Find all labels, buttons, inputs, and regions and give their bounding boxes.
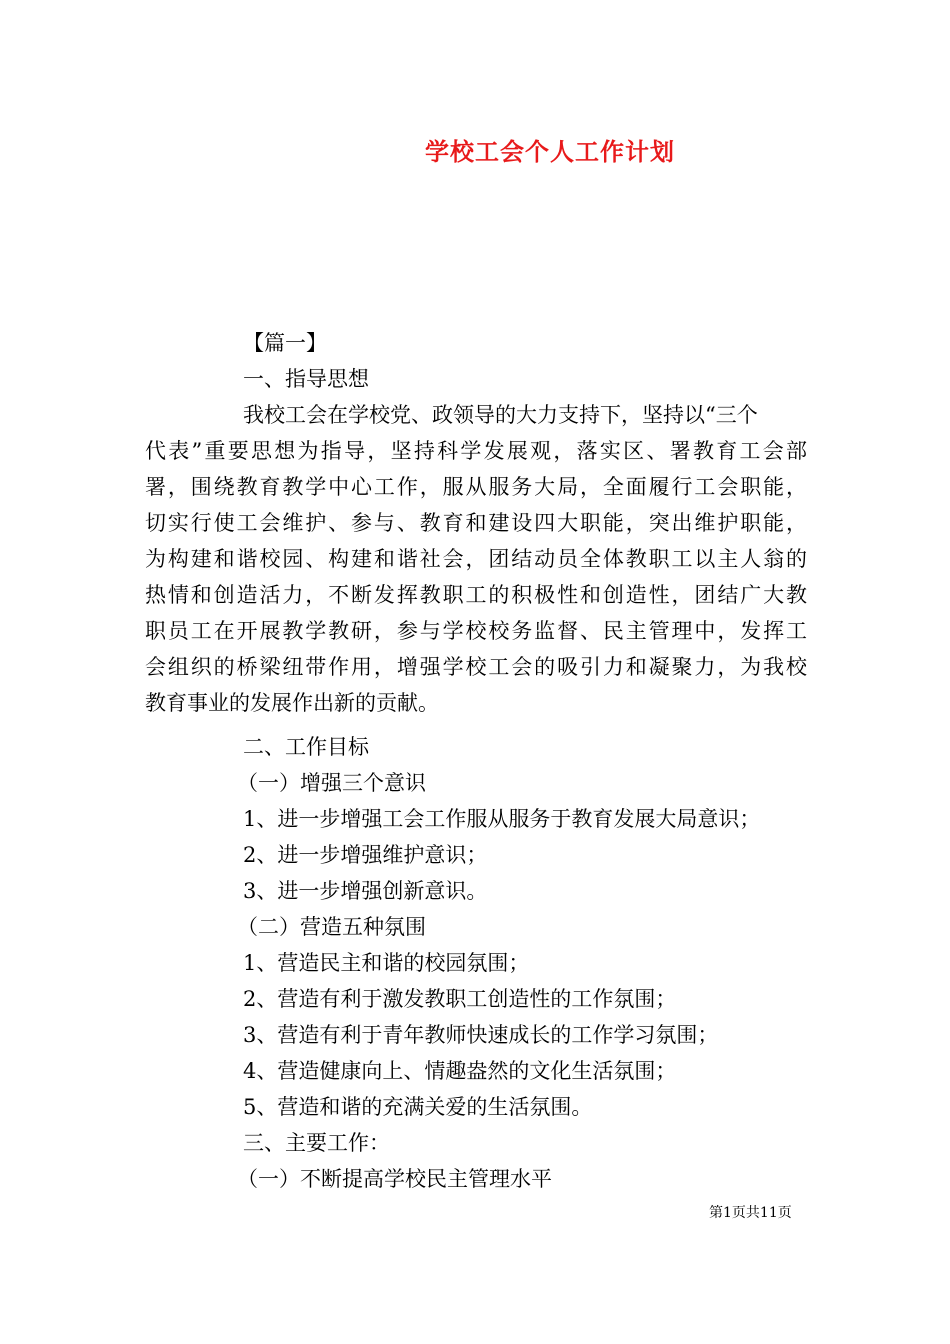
heading-work-goals: 二、工作目标 xyxy=(243,735,369,759)
paragraph-line: 切实行使工会维护、参与、教育和建设四大职能，突出维护职能， xyxy=(145,511,807,535)
list-item: 1、营造民主和谐的校园氛围； xyxy=(243,951,530,975)
paragraph-line: 教育事业的发展作出新的贡献。 xyxy=(145,691,439,715)
list-item: 2、进一步增强维护意识； xyxy=(243,843,488,867)
paragraph-line: 会组织的桥梁纽带作用，增强学校工会的吸引力和凝聚力，为我校 xyxy=(145,655,807,679)
paragraph-line: 热情和创造活力，不断发挥教职工的积极性和创造性，团结广大教 xyxy=(145,583,807,607)
paragraph-line: 职员工在开展教学教研，参与学校校务监督、民主管理中，发挥工 xyxy=(145,619,807,643)
list-item: 3、营造有利于青年教师快速成长的工作学习氛围； xyxy=(243,1023,719,1047)
paragraph-line: 我校工会在学校党、政领导的大力支持下，坚持以“三个 xyxy=(243,403,758,427)
heading-main-work: 三、主要工作： xyxy=(243,1131,390,1155)
page-number: 第1页共11页 xyxy=(709,1205,792,1221)
subheading-democratic-management: （一）不断提高学校民主管理水平 xyxy=(237,1167,552,1191)
list-item: 1、进一步增强工会工作服从服务于教育发展大局意识； xyxy=(243,807,761,831)
list-item: 5、营造和谐的充满关爱的生活氛围。 xyxy=(243,1095,593,1119)
list-item: 2、营造有利于激发教职工创造性的工作氛围； xyxy=(243,987,677,1011)
paragraph-line: 代表”重要思想为指导，坚持科学发展观，落实区、署教育工会部 xyxy=(145,439,807,463)
subheading-three-awareness: （一）增强三个意识 xyxy=(237,771,426,795)
paragraph-line: 为构建和谐校园、构建和谐社会，团结动员全体教职工以主人翁的 xyxy=(145,547,807,571)
section-label: 【篇一】 xyxy=(243,331,327,355)
paragraph-line: 署，围绕教育教学中心工作，服从服务大局，全面履行工会职能， xyxy=(145,475,807,499)
list-item: 3、进一步增强创新意识。 xyxy=(243,879,488,903)
document-title: 学校工会个人工作计划 xyxy=(425,138,675,166)
list-item: 4、营造健康向上、情趣盎然的文化生活氛围； xyxy=(243,1059,677,1083)
subheading-five-atmospheres: （二）营造五种氛围 xyxy=(237,915,426,939)
heading-guiding-thought: 一、指导思想 xyxy=(243,367,369,391)
